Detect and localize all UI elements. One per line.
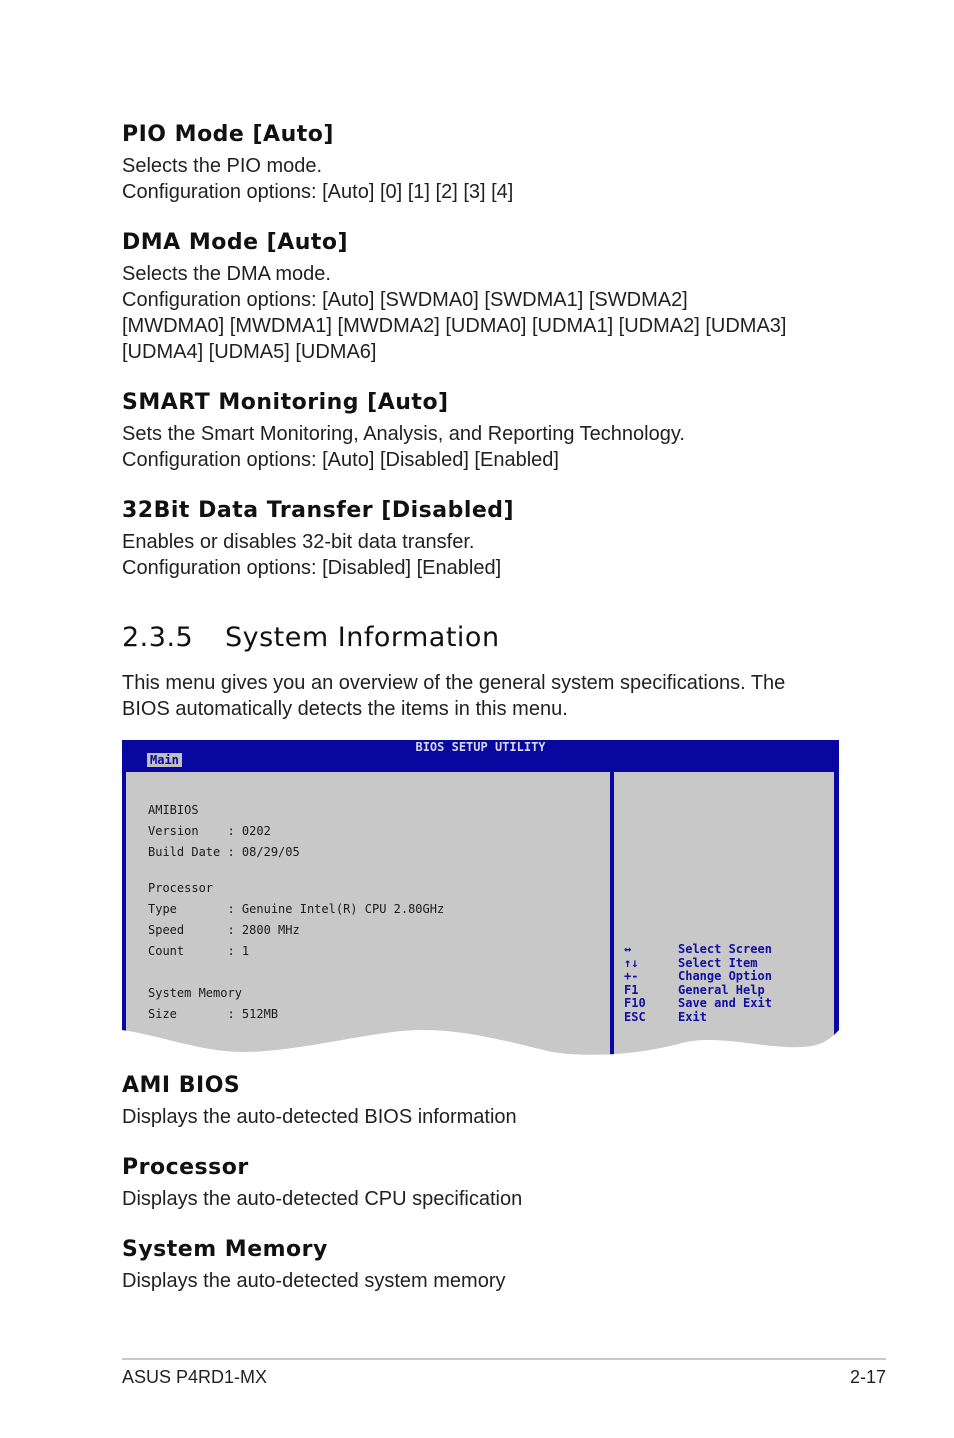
pio-mode-description: Selects the PIO mode. Configuration options: [Auto] [0] [1] [2] [3] [4] [122,155,514,203]
section-number: 2.3.5 [122,622,194,653]
bios-row-system-memory: System Memory [148,986,242,1000]
section-smart-monitoring [122,389,842,473]
ami-bios-description: Displays the auto-detected BIOS information [122,1106,517,1128]
section-title: System Information [225,622,500,653]
32bit-transfer-description: Enables or disables 32-bit data transfer. Configuration options: [Disabled] [Enabled] [122,531,502,579]
key-row: ESC Exit [624,1009,707,1024]
bios-row-version: Version : 0202 [148,824,271,838]
footer-page-number: 2-17 [849,1367,886,1387]
bios-row-amibios: AMIBIOS [148,803,199,817]
section-processor [122,1154,842,1212]
key-row: +- Change Option [624,969,772,984]
bios-row-speed: Speed : 2800 MHz [148,923,300,937]
system-memory-description: Displays the auto-detected system memory [122,1270,506,1292]
system-information-intro: This menu gives you an overview of the general system specifications. The BIOS automatically detects the items in this menu. [122,672,786,720]
bios-row-count: Count : 1 [148,944,250,958]
torn-edge [122,740,839,1060]
bios-row-size: Size : 512MB [148,1007,279,1021]
bios-tab-main[interactable]: Main [147,753,182,767]
footer-product: ASUS P4RD1-MX [122,1367,268,1387]
dma-mode-description: Selects the DMA mode. Configuration options: [Auto] [SWDMA0] [SWDMA1] [SWDMA2] [MWDMA0] [MWDMA1] [MWDMA2] [UDMA0] [UDMA1] [UDMA2] [UDMA3] [UDMA4] [UDMA5] [UDMA6] [122,263,787,363]
section-dma-mode [122,229,842,365]
section-32bit-transfer [122,497,842,581]
smart-monitoring-heading: SMART Monitoring [Auto] [122,390,449,415]
smart-monitoring-description: Sets the Smart Monitoring, Analysis, and Reporting Technology. Configuration options: [Auto] [Disabled] [Enabled] [122,423,685,471]
key-row: ↑↓ Select Item [624,955,758,970]
section-pio-mode [122,121,842,205]
processor-heading: Processor [122,1155,249,1180]
key-row: F1 General Help [624,982,765,997]
bios-title: BIOS SETUP UTILITY [415,740,546,754]
footer-rule [122,1358,886,1360]
bios-row-build-date: Build Date : 08/29/05 [148,845,300,859]
processor-description: Displays the auto-detected CPU specification [122,1188,523,1210]
section-ami-bios [122,1072,842,1130]
section-system-memory [122,1236,842,1294]
system-memory-heading: System Memory [122,1237,328,1262]
bios-row-processor: Processor [148,881,214,895]
bios-row-type: Type : Genuine Intel(R) CPU 2.80GHz [148,902,445,916]
dma-mode-heading: DMA Mode [Auto] [122,230,349,255]
ami-bios-heading: AMI BIOS [122,1073,241,1098]
32bit-transfer-heading: 32Bit Data Transfer [Disabled] [122,498,515,523]
system-information-heading [122,622,500,653]
bios-screenshot [122,740,839,1060]
key-row: F10 Save and Exit [624,996,772,1011]
pio-mode-heading: PIO Mode [Auto] [122,122,334,147]
key-row: ↔ Select Screen [624,942,772,956]
